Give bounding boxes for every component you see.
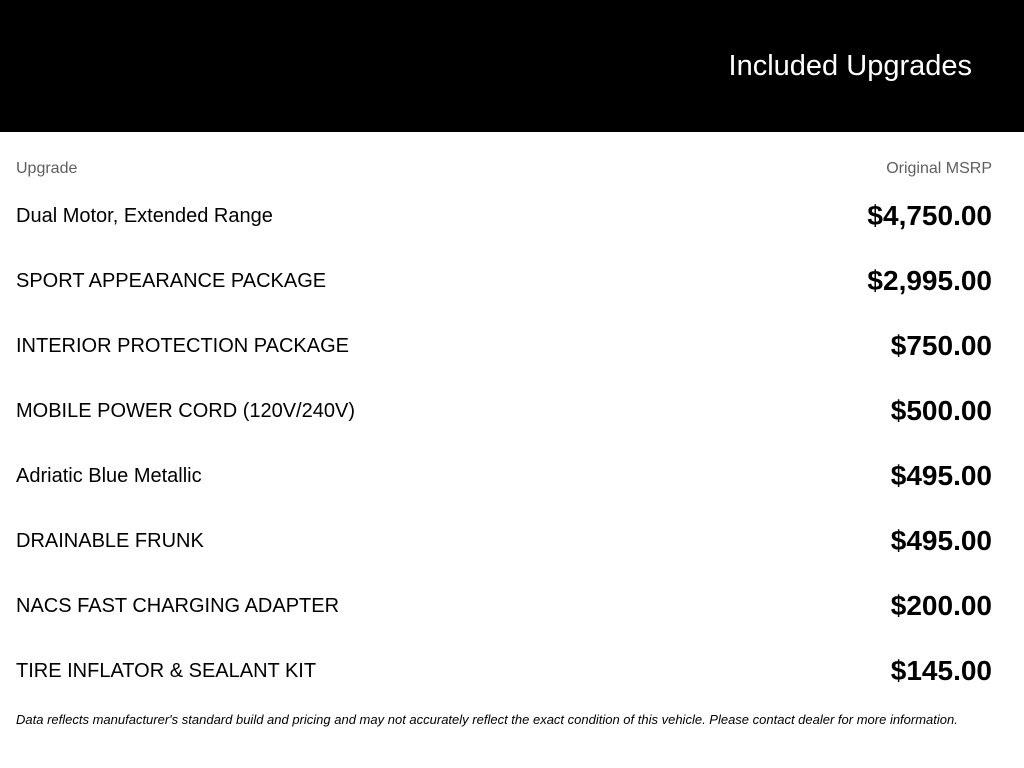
header-banner [0,0,1024,132]
upgrade-name: DRAINABLE FRUNK [16,530,204,552]
table-row [16,444,992,509]
table-row [16,184,992,249]
table-row [16,379,992,444]
upgrade-name: TIRE INFLATOR & SEALANT KIT [16,660,317,682]
table-row [16,314,992,379]
table-row [16,249,992,314]
upgrade-price: $2,995.00 [867,265,992,296]
upgrade-price: $145.00 [890,655,992,686]
table-row [16,574,992,639]
table-rows [16,184,992,704]
upgrade-price: $500.00 [890,395,992,426]
upgrade-name: Dual Motor, Extended Range [16,205,273,227]
page-title: Included Upgrades [728,50,972,82]
upgrade-name: Adriatic Blue Metallic [16,465,202,487]
upgrade-price: $495.00 [890,525,992,556]
upgrade-name: MOBILE POWER CORD (120V/240V) [16,400,355,422]
table-row [16,509,992,574]
column-header-upgrade: Upgrade [16,160,78,177]
upgrade-price: $200.00 [890,590,992,621]
table-column-headers [16,156,992,184]
column-header-msrp: Original MSRP [886,160,992,177]
table-row [16,639,992,704]
upgrade-name: INTERIOR PROTECTION PACKAGE [16,335,349,357]
upgrades-table [16,156,992,704]
upgrade-price: $750.00 [890,330,992,361]
upgrade-name: NACS FAST CHARGING ADAPTER [16,595,340,617]
upgrade-price: $4,750.00 [867,200,992,231]
upgrade-price: $495.00 [890,460,992,491]
disclaimer-text: Data reflects manufacturer's standard build and pricing and may not accurately reflect the exact condition of this vehicle. Please contact dealer for more information. [16,712,958,727]
upgrade-name: SPORT APPEARANCE PACKAGE [16,270,327,292]
